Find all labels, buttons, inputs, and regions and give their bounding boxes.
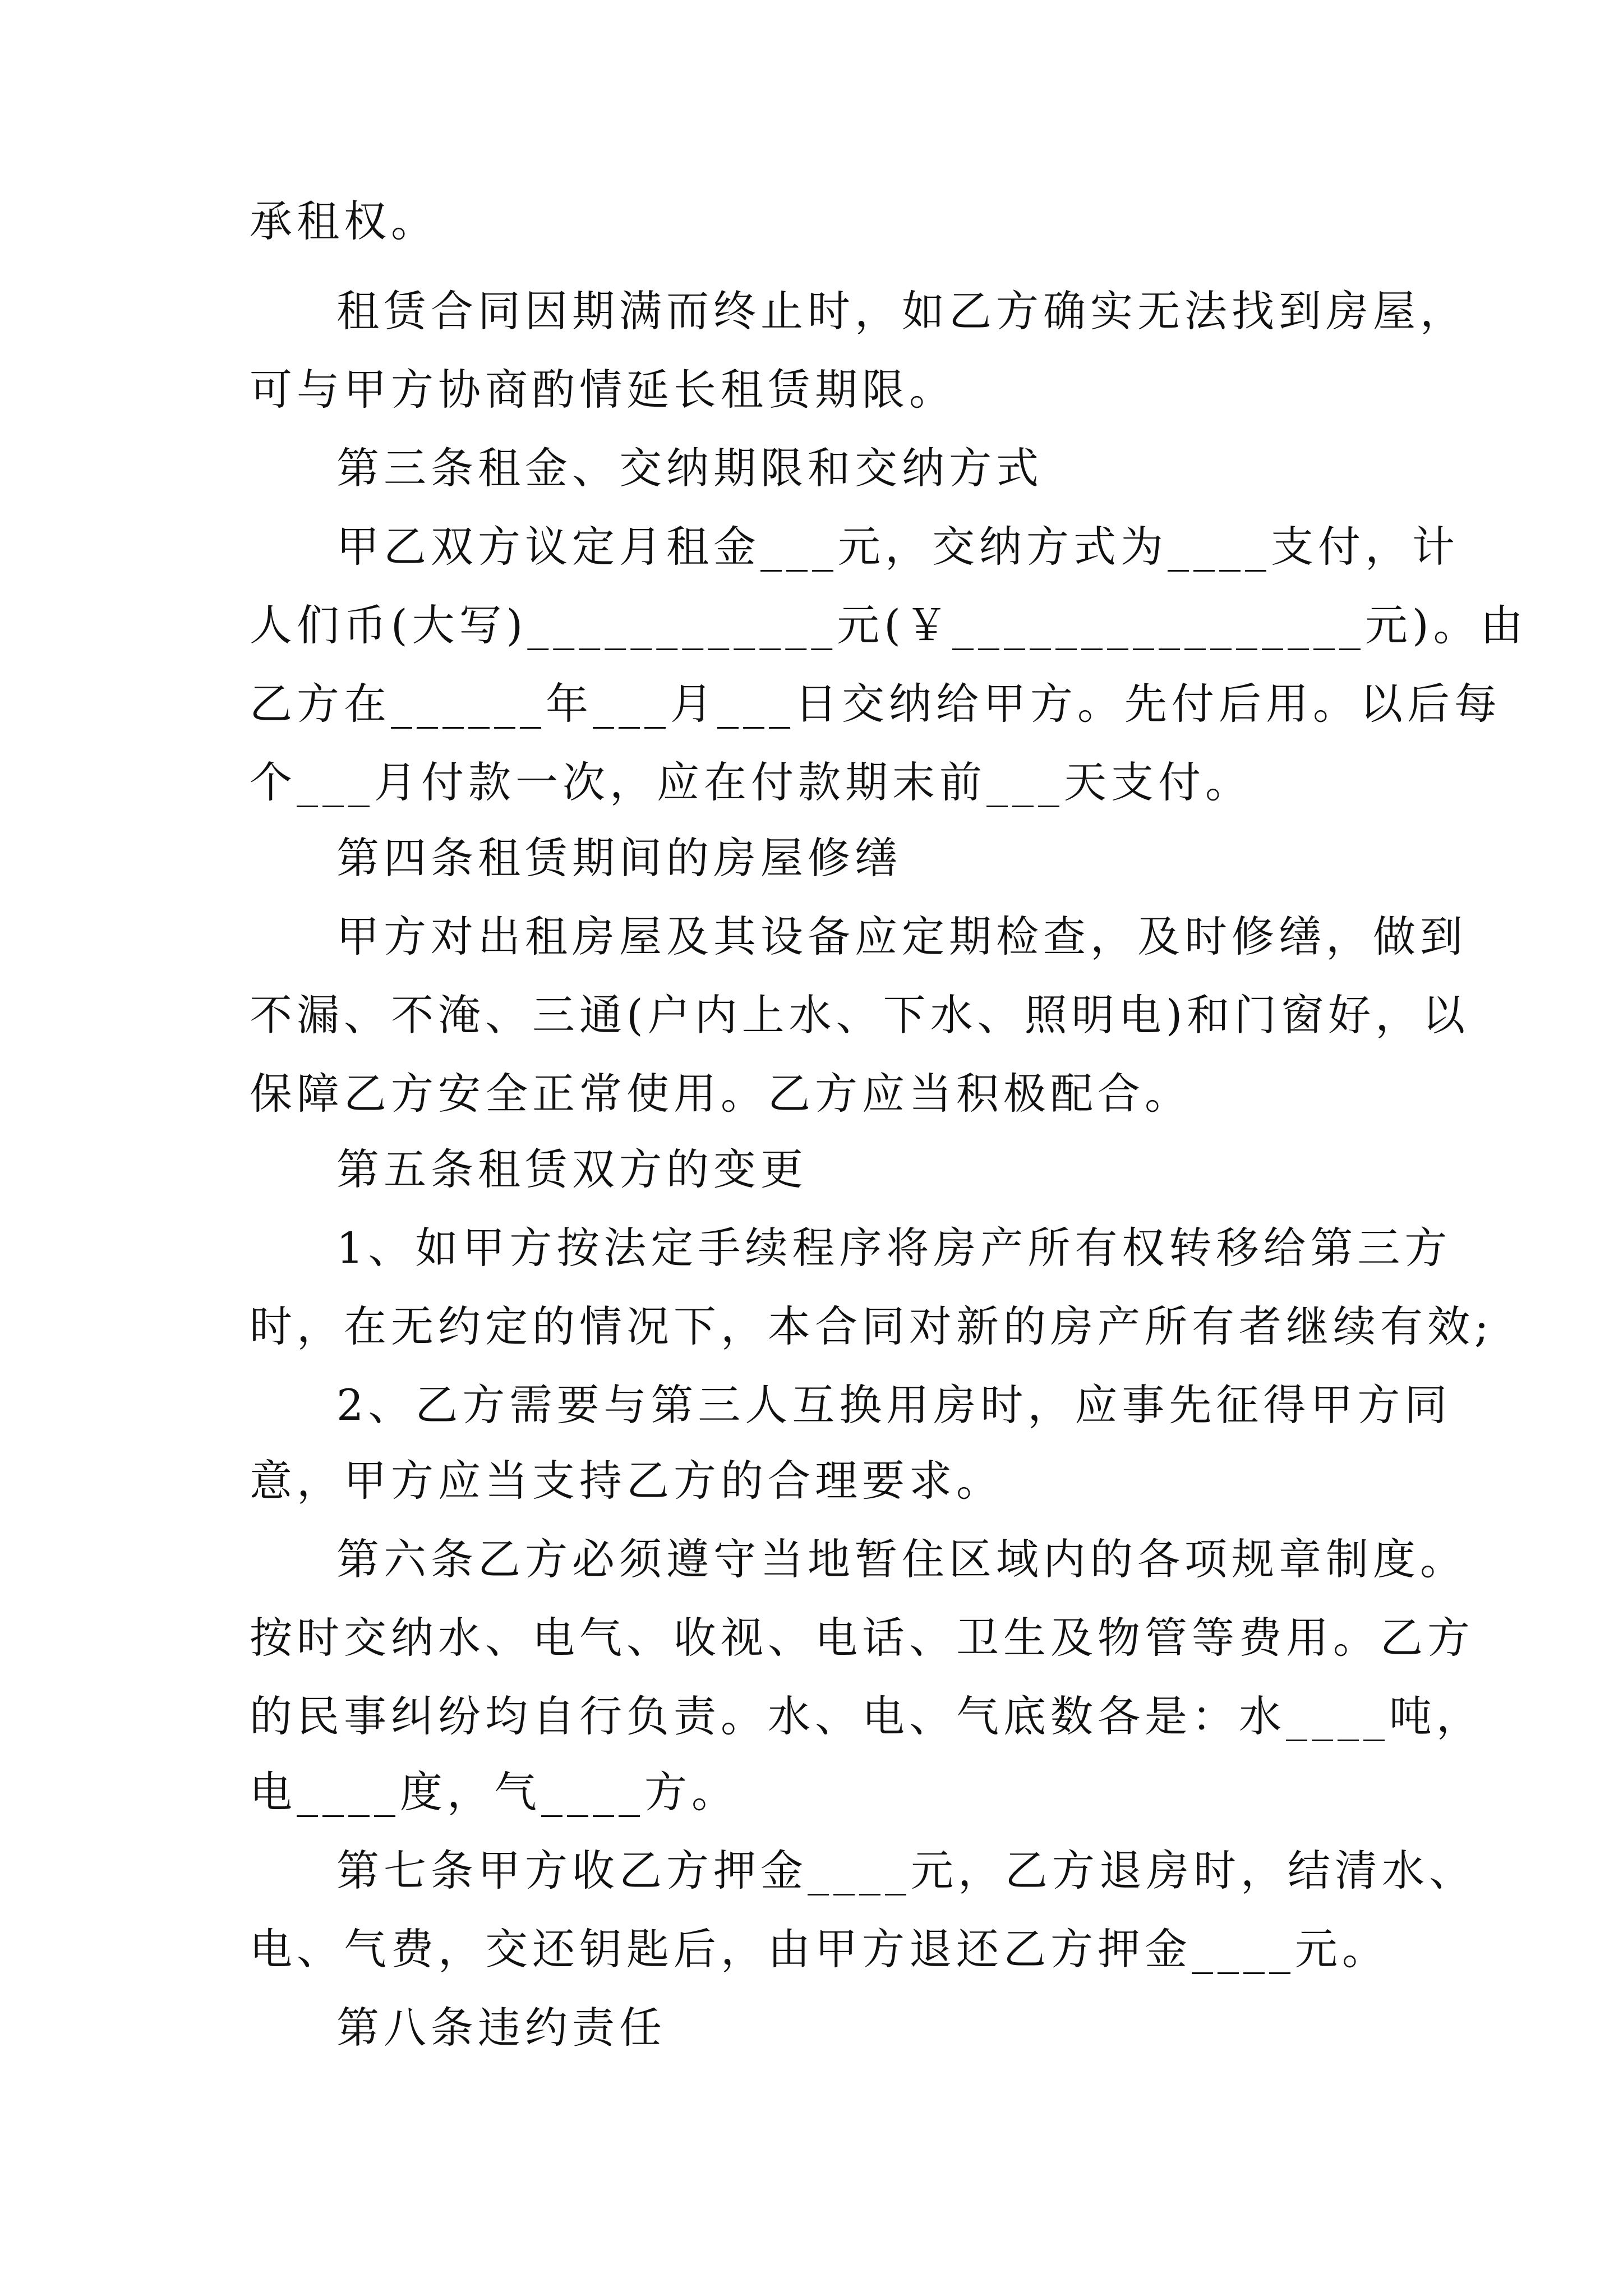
text-line-17: 意，甲方应当支持乙方的合理要求。	[250, 1456, 1003, 1506]
section-heading-3: 第三条租金、交纳期限和交纳方式	[336, 443, 1043, 493]
section-heading-4: 第四条租赁期间的房屋修缮	[336, 833, 902, 883]
text-line-2: 租赁合同因期满而终止时，如乙方确实无法找到房屋，	[336, 286, 1467, 336]
section-heading-8: 第八条违约责任	[336, 2003, 666, 2053]
text-line-20: 的民事纠纷均自行负责。水、电、气底数各是：水____吨，	[250, 1691, 1483, 1741]
text-line-15: 时，在无约定的情况下，本合同对新的房产所有者继续有效;	[250, 1301, 1493, 1351]
text-line-14: 1、如甲方按法定手续程序将房产所有权转移给第三方	[336, 1223, 1452, 1273]
text-line-11: 不漏、不淹、三通(户内上水、下水、照明电)和门窗好，以	[250, 990, 1470, 1040]
text-line-16: 2、乙方需要与第三人互换用房时，应事先征得甲方同	[336, 1380, 1452, 1430]
text-line-6: 人们币(大写)____________元(￥________________元)。由	[250, 600, 1528, 650]
section-heading-6: 第六条乙方必须遵守当地暂住区域内的各项规章制度。	[336, 1534, 1467, 1584]
text-line-7: 乙方在______年___月___日交纳给甲方。先付后用。以后每	[250, 679, 1501, 729]
text-line-10: 甲方对出租房屋及其设备应定期检查，及时修缮，做到	[336, 912, 1467, 961]
section-heading-5: 第五条租赁双方的变更	[336, 1144, 808, 1194]
text-line-1: 承租权。	[250, 196, 438, 246]
text-line-21: 电____度，气____方。	[250, 1767, 739, 1817]
section-heading-7: 第七条甲方收乙方押金____元，乙方退房时，结清水、	[336, 1846, 1476, 1895]
text-line-8: 个___月付款一次，应在付款期末前___天支付。	[250, 757, 1252, 807]
text-line-3: 可与甲方协商酌情延长租赁期限。	[250, 365, 956, 415]
text-line-23: 电、气费，交还钥匙后，由甲方退还乙方押金____元。	[250, 1924, 1389, 1974]
text-line-5: 甲乙双方议定月租金___元，交纳方式为____支付，计	[336, 522, 1459, 572]
text-line-12: 保障乙方安全正常使用。乙方应当积极配合。	[250, 1069, 1192, 1119]
text-line-19: 按时交纳水、电气、收视、电话、卫生及物管等费用。乙方	[250, 1613, 1474, 1663]
